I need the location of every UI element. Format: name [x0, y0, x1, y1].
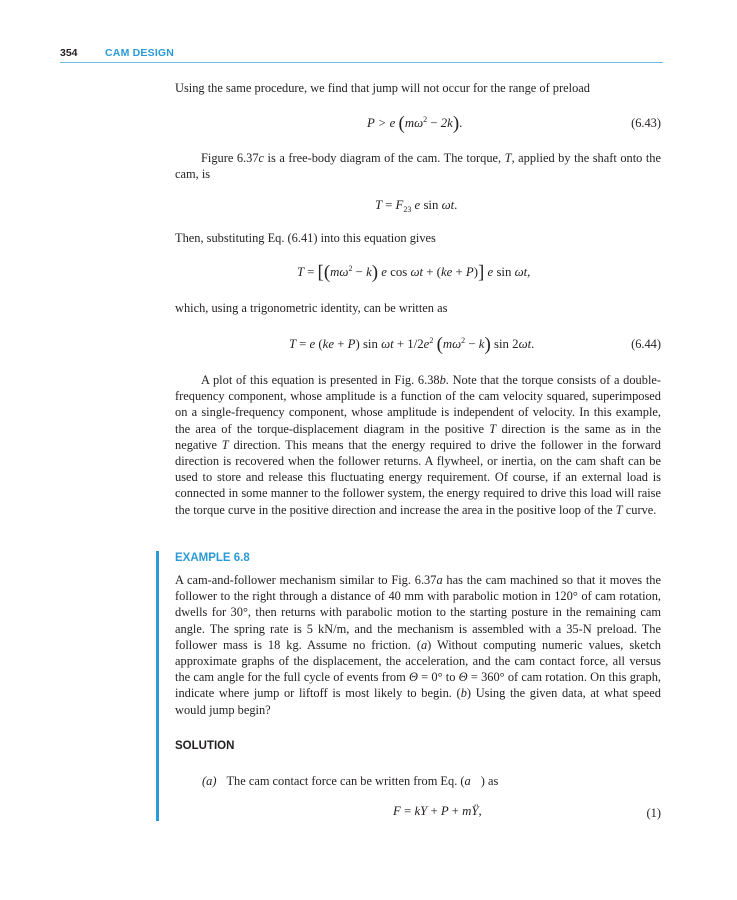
paragraph-fbd: Figure 6.37c is a free-body diagram of the cam. The torque, T, applied by the shaft onto the cam, is	[175, 151, 661, 182]
example-label: EXAMPLE 6.8	[175, 552, 250, 564]
equation-6-44: T = e (ke + P) $\sin \omega t + 1/2e^2$ $(m\omega^2 - k)$ sin 2ωt.	[289, 334, 535, 355]
paragraph-plot: A plot of this equation is presented in Fig. 6.38b. Note that the torque consists of a double-frequency component, whose amplitude is a function of the cam velocity squared, superimposed on a single-frequency component, whose amplitude is independent of velocity. In this example, the area of the torque-displacement diagram in the positive T direction is the same as in the negative T direction. This means that the energy required to drive the follower in the forward direction is recovered when the follower returns. A flywheel, or inertia, on the cam shaft can be used to store and release this fluctuating energy requirement. Of course, if an external load is connected in some manner to the follower system, the energy required to drive this load will raise the torque curve in the positive direction and increase the area in the positive loop of the T curve.	[175, 373, 662, 517]
paragraph-substituting: Then, substituting Eq. (6.41) into this equation gives	[175, 231, 436, 245]
example-text: A cam-and-follower mechanism similar to Fig. 6.37a has the cam machined so that it moves the follower to the right through a distance of 40 mm with parabolic motion in 120° of cam rotation, dwells for 30°, then returns with parabolic motion to the starting posture in the remaining cam angle. The spring rate is 5 kN/m, and the mechanism is assembled with a 35-N preload. The follower mass is 18 kg. Assume no friction. (a) Without computing numeric values, sketch approximate graphs of the displacement, the acceleration, and the cam contact force, all versus the cam angle for the full cycle of events from Θ = 0° to Θ = 360° of cam rotation. On this graph, indicate where jump or liftoff is most likely to begin. (b) Using the given data, at what speed would jump begin?	[175, 573, 662, 717]
solution-item-a: (a) The cam contact force can be written from Eq. (a ) as	[202, 774, 499, 788]
equation-contact-force: F = kY + P + mŸ,	[393, 804, 482, 818]
equation-number-1: (1)	[646, 806, 661, 820]
equation-torque: $T = F_{23}$ e sin ωt.	[375, 198, 458, 214]
paragraph-trig: which, using a trigonometric identity, can be written as	[175, 301, 448, 315]
example-accent-bar	[156, 551, 159, 821]
equation-number-6-44: (6.44)	[631, 337, 661, 351]
solution-label: SOLUTION	[175, 740, 235, 752]
equation-6-43: P > e $(m\omega^2 - 2k)$.	[367, 113, 463, 134]
paragraph-intro: Using the same procedure, we find that jump will not occur for the range of preload	[175, 81, 590, 95]
equation-number-6-43: (6.43)	[631, 116, 661, 130]
section-title: CAM DESIGN	[105, 47, 175, 59]
running-head	[60, 44, 663, 63]
item-marker: (a)	[202, 774, 217, 788]
page-number: 354	[60, 47, 78, 59]
equation-torque-expanded: $T = [(m\omega^2 - k)$ e cos ωt + (ke + P)] e sin ωt,	[297, 262, 531, 283]
